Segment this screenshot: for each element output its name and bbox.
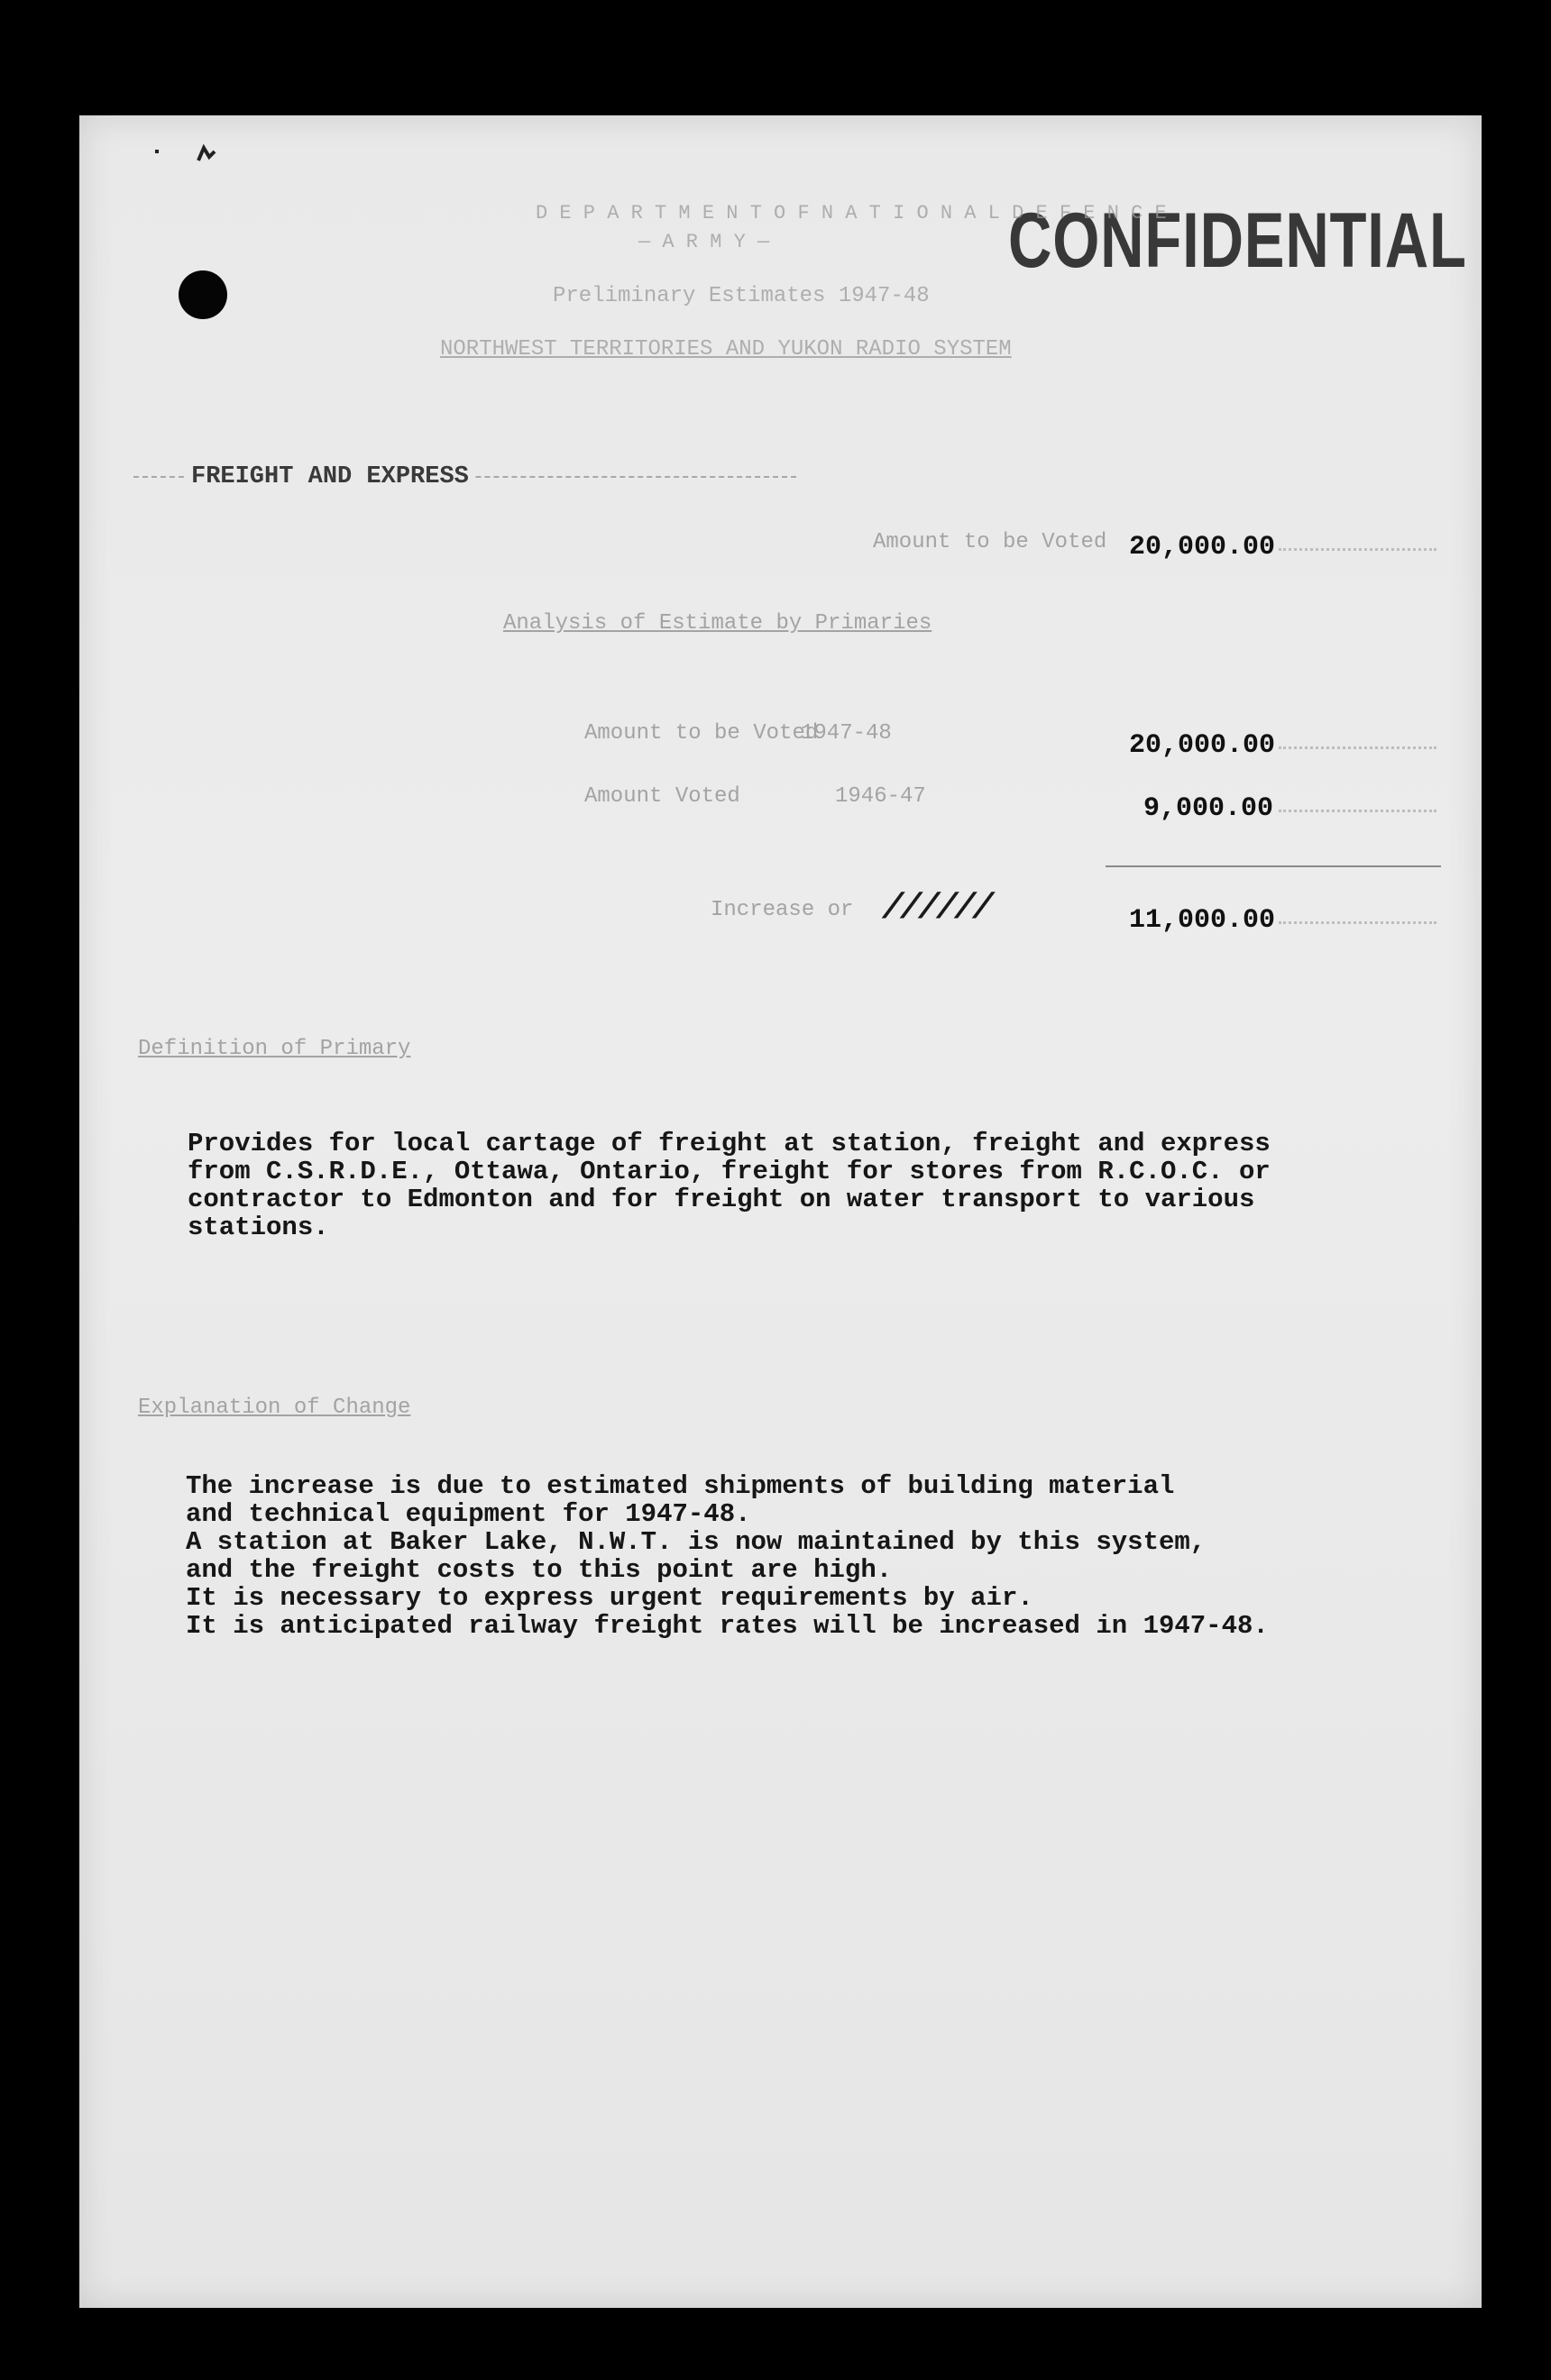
confidential-stamp: CONFIDENTIAL — [1008, 197, 1467, 284]
leader-dots — [1279, 548, 1436, 551]
ink-mark — [153, 144, 216, 162]
header-system: NORTHWEST TERRITORIES AND YUKON RADIO SYSTEM — [440, 337, 1012, 362]
definition-line: stations. — [188, 1213, 329, 1242]
row-1-value: 20,000.00 — [1129, 730, 1276, 761]
decrease-struck-out: ////// — [882, 889, 991, 929]
row-2-label: Amount Voted — [584, 784, 740, 809]
total-rule — [1106, 865, 1441, 867]
explanation-line: It is anticipated railway freight rates will be increased in 1947-48. — [186, 1611, 1269, 1641]
header-army: — A R M Y — — [638, 231, 770, 253]
amount-to-be-voted-label: Amount to be Voted — [873, 530, 1107, 554]
row-2-year: 1946-47 — [835, 784, 926, 809]
amount-to-be-voted: 20,000.00 — [1129, 532, 1276, 563]
definition-line: contractor to Edmonton and for freight on water transport to various — [188, 1185, 1255, 1214]
definition-line: from C.S.R.D.E., Ottawa, Ontario, freight for stores from R.C.O.C. or — [188, 1157, 1271, 1186]
increase-value: 11,000.00 — [1129, 905, 1276, 936]
leader-dots — [1279, 746, 1436, 749]
punch-hole — [179, 270, 227, 319]
definition-line: Provides for local cartage of freight at station, freight and express — [188, 1129, 1271, 1158]
header-department: D E P A R T M E N T O F N A T I O N A L D E F E N C E — [536, 202, 1167, 224]
explanation-line: The increase is due to estimated shipments of building material — [186, 1471, 1175, 1501]
explanation-line: and technical equipment for 1947-48. — [186, 1499, 751, 1529]
section-title: FREIGHT AND EXPRESS — [186, 463, 474, 490]
leader-dots — [1279, 810, 1436, 812]
header-estimates: Preliminary Estimates 1947-48 — [553, 284, 930, 308]
document-page — [79, 115, 1482, 2308]
row-1-label: Amount to be Voted — [584, 721, 819, 746]
definition-text — [188, 1130, 1271, 1241]
explanation-line: A station at Baker Lake, N.W.T. is now maintained by this system, — [186, 1527, 1207, 1557]
increase-label: Increase or — [711, 898, 854, 922]
analysis-heading: Analysis of Estimate by Primaries — [503, 611, 932, 636]
leader-dots — [1279, 921, 1436, 924]
row-1-year: 1947-48 — [801, 721, 892, 746]
explanation-heading: Explanation of Change — [138, 1396, 411, 1420]
row-2-value: 9,000.00 — [1143, 793, 1274, 824]
definition-heading: Definition of Primary — [138, 1037, 411, 1061]
explanation-line: It is necessary to express urgent requirements by air. — [186, 1583, 1033, 1613]
explanation-text — [186, 1472, 1269, 1640]
explanation-line: and the freight costs to this point are high. — [186, 1555, 893, 1585]
